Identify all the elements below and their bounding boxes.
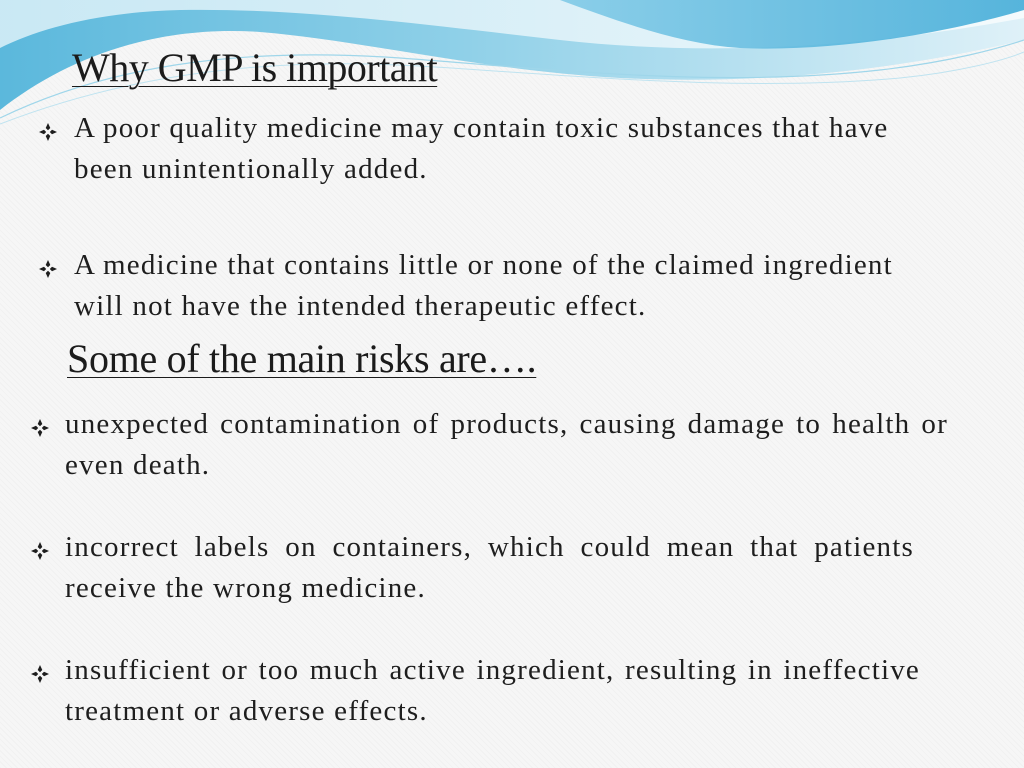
diamond-bullet-icon: [30, 541, 50, 561]
risk-bullet-text: unexpected contamination of products, causing damage to health or even death.: [65, 408, 948, 481]
diamond-bullet-icon: [38, 259, 58, 279]
intro-bullet-1: [38, 108, 898, 190]
risks-heading: Some of the main risks are….: [67, 336, 537, 381]
risk-bullet-3: [30, 650, 920, 732]
intro-bullet-2: [38, 245, 918, 327]
diamond-bullet-icon: [30, 664, 50, 684]
risk-bullet-text: insufficient or too much active ingredient, resulting in ineffective treatment or adverse effects.: [65, 654, 920, 727]
intro-bullet-text: A poor quality medicine may contain toxic substances that have been unintentionally added.: [74, 112, 889, 185]
slide-title: Why GMP is important: [72, 45, 438, 90]
intro-bullet-text: A medicine that contains little or none of the claimed ingredient will not have the intended therapeutic effect.: [74, 249, 893, 322]
diamond-bullet-icon: [38, 122, 58, 142]
risk-bullet-2: [30, 527, 914, 609]
risk-bullet-1: [30, 404, 948, 486]
diamond-bullet-icon: [30, 418, 50, 438]
risk-bullet-text: incorrect labels on containers, which could mean that patients receive the wrong medicine.: [65, 531, 914, 604]
